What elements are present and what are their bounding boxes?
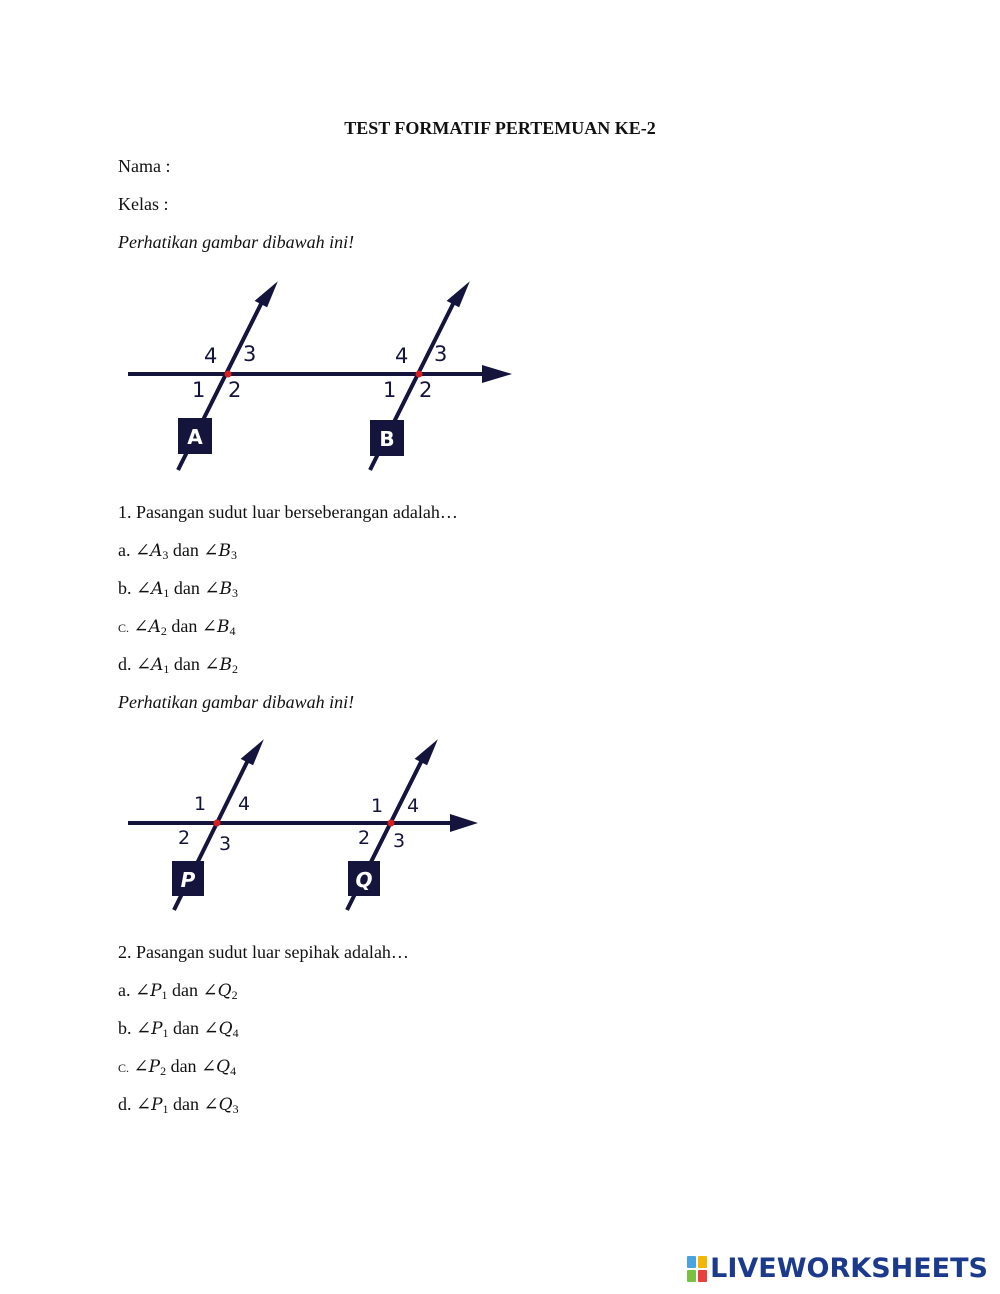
line-b-arrowhead bbox=[447, 276, 472, 307]
intersection-q bbox=[388, 820, 395, 827]
q1-option-b[interactable]: b. $\angle A_1$ dan $\angle B_3$ bbox=[118, 578, 238, 600]
angle-b4: 4 bbox=[395, 344, 409, 368]
option-letter: b. bbox=[118, 1018, 132, 1038]
angle-a2: 2 bbox=[228, 378, 242, 402]
intersection-p bbox=[214, 820, 221, 827]
option-letter: a. bbox=[118, 540, 131, 560]
angle-q4: 4 bbox=[407, 795, 420, 817]
q1-option-d[interactable]: d. $\angle A_1$ dan $\angle B_2$ bbox=[118, 654, 238, 676]
angle-a3: 3 bbox=[243, 342, 257, 366]
logo-text: LIVEWORKSHEETS bbox=[710, 1253, 988, 1284]
angle-p1: 1 bbox=[194, 793, 207, 815]
angle-a1: 1 bbox=[192, 378, 206, 402]
intersection-b bbox=[416, 371, 423, 378]
transversal-arrowhead bbox=[450, 814, 478, 832]
angle-a4: 4 bbox=[204, 344, 218, 368]
line-a-arrowhead bbox=[255, 276, 280, 307]
document-title: TEST FORMATIF PERTEMUAN KE-2 bbox=[344, 118, 656, 138]
angle-p4: 4 bbox=[238, 793, 251, 815]
q2-option-a[interactable]: a. $\angle P_1$ dan $\angle Q_2$ bbox=[118, 980, 238, 1002]
angle-q2: 2 bbox=[358, 827, 371, 849]
angle-b1: 1 bbox=[383, 378, 397, 402]
line-p-arrowhead bbox=[241, 734, 266, 765]
liveworksheets-logo[interactable] bbox=[687, 1253, 988, 1284]
angle-p2: 2 bbox=[178, 827, 191, 849]
option-letter: C. bbox=[118, 1061, 130, 1075]
option-letter: C. bbox=[118, 621, 130, 635]
q1-option-a[interactable]: a. $\angle A_3$ dan $\angle B_3$ bbox=[118, 540, 237, 562]
angle-q1: 1 bbox=[371, 795, 384, 817]
label-a: A bbox=[187, 425, 203, 449]
instruction-2: Perhatikan gambar dibawah ini! bbox=[118, 692, 355, 712]
label-q: Q bbox=[355, 868, 373, 892]
name-label: Nama : bbox=[118, 156, 171, 176]
label-p: P bbox=[180, 868, 196, 892]
instruction-1: Perhatikan gambar dibawah ini! bbox=[118, 232, 355, 252]
option-letter: b. bbox=[118, 578, 132, 598]
angle-b3: 3 bbox=[434, 342, 448, 366]
option-letter: d. bbox=[118, 654, 132, 674]
figure-2-parallel-lines bbox=[118, 732, 488, 918]
figure-1-parallel-lines bbox=[118, 272, 518, 478]
q1-option-c[interactable]: C. $\angle A_2$ dan $\angle B_4$ bbox=[118, 616, 236, 638]
liveworksheets-logo-icon bbox=[687, 1256, 707, 1282]
option-letter: d. bbox=[118, 1094, 132, 1114]
q2-option-b[interactable]: b. $\angle P_1$ dan $\angle Q_4$ bbox=[118, 1018, 239, 1040]
transversal-arrowhead bbox=[482, 365, 512, 383]
angle-p3: 3 bbox=[219, 833, 232, 855]
angle-b2: 2 bbox=[419, 378, 433, 402]
label-b: B bbox=[379, 427, 395, 451]
option-letter: a. bbox=[118, 980, 131, 1000]
question-2: 2. Pasangan sudut luar sepihak adalah… bbox=[118, 942, 409, 962]
angle-q3: 3 bbox=[393, 830, 406, 852]
line-q-arrowhead bbox=[415, 734, 440, 765]
q2-option-c[interactable]: C. $\angle P_2$ dan $\angle Q_4$ bbox=[118, 1056, 237, 1078]
class-label: Kelas : bbox=[118, 194, 169, 214]
intersection-a bbox=[225, 371, 232, 378]
q2-option-d[interactable]: d. $\angle P_1$ dan $\angle Q_3$ bbox=[118, 1094, 239, 1116]
question-1: 1. Pasangan sudut luar berseberangan adalah… bbox=[118, 502, 458, 522]
